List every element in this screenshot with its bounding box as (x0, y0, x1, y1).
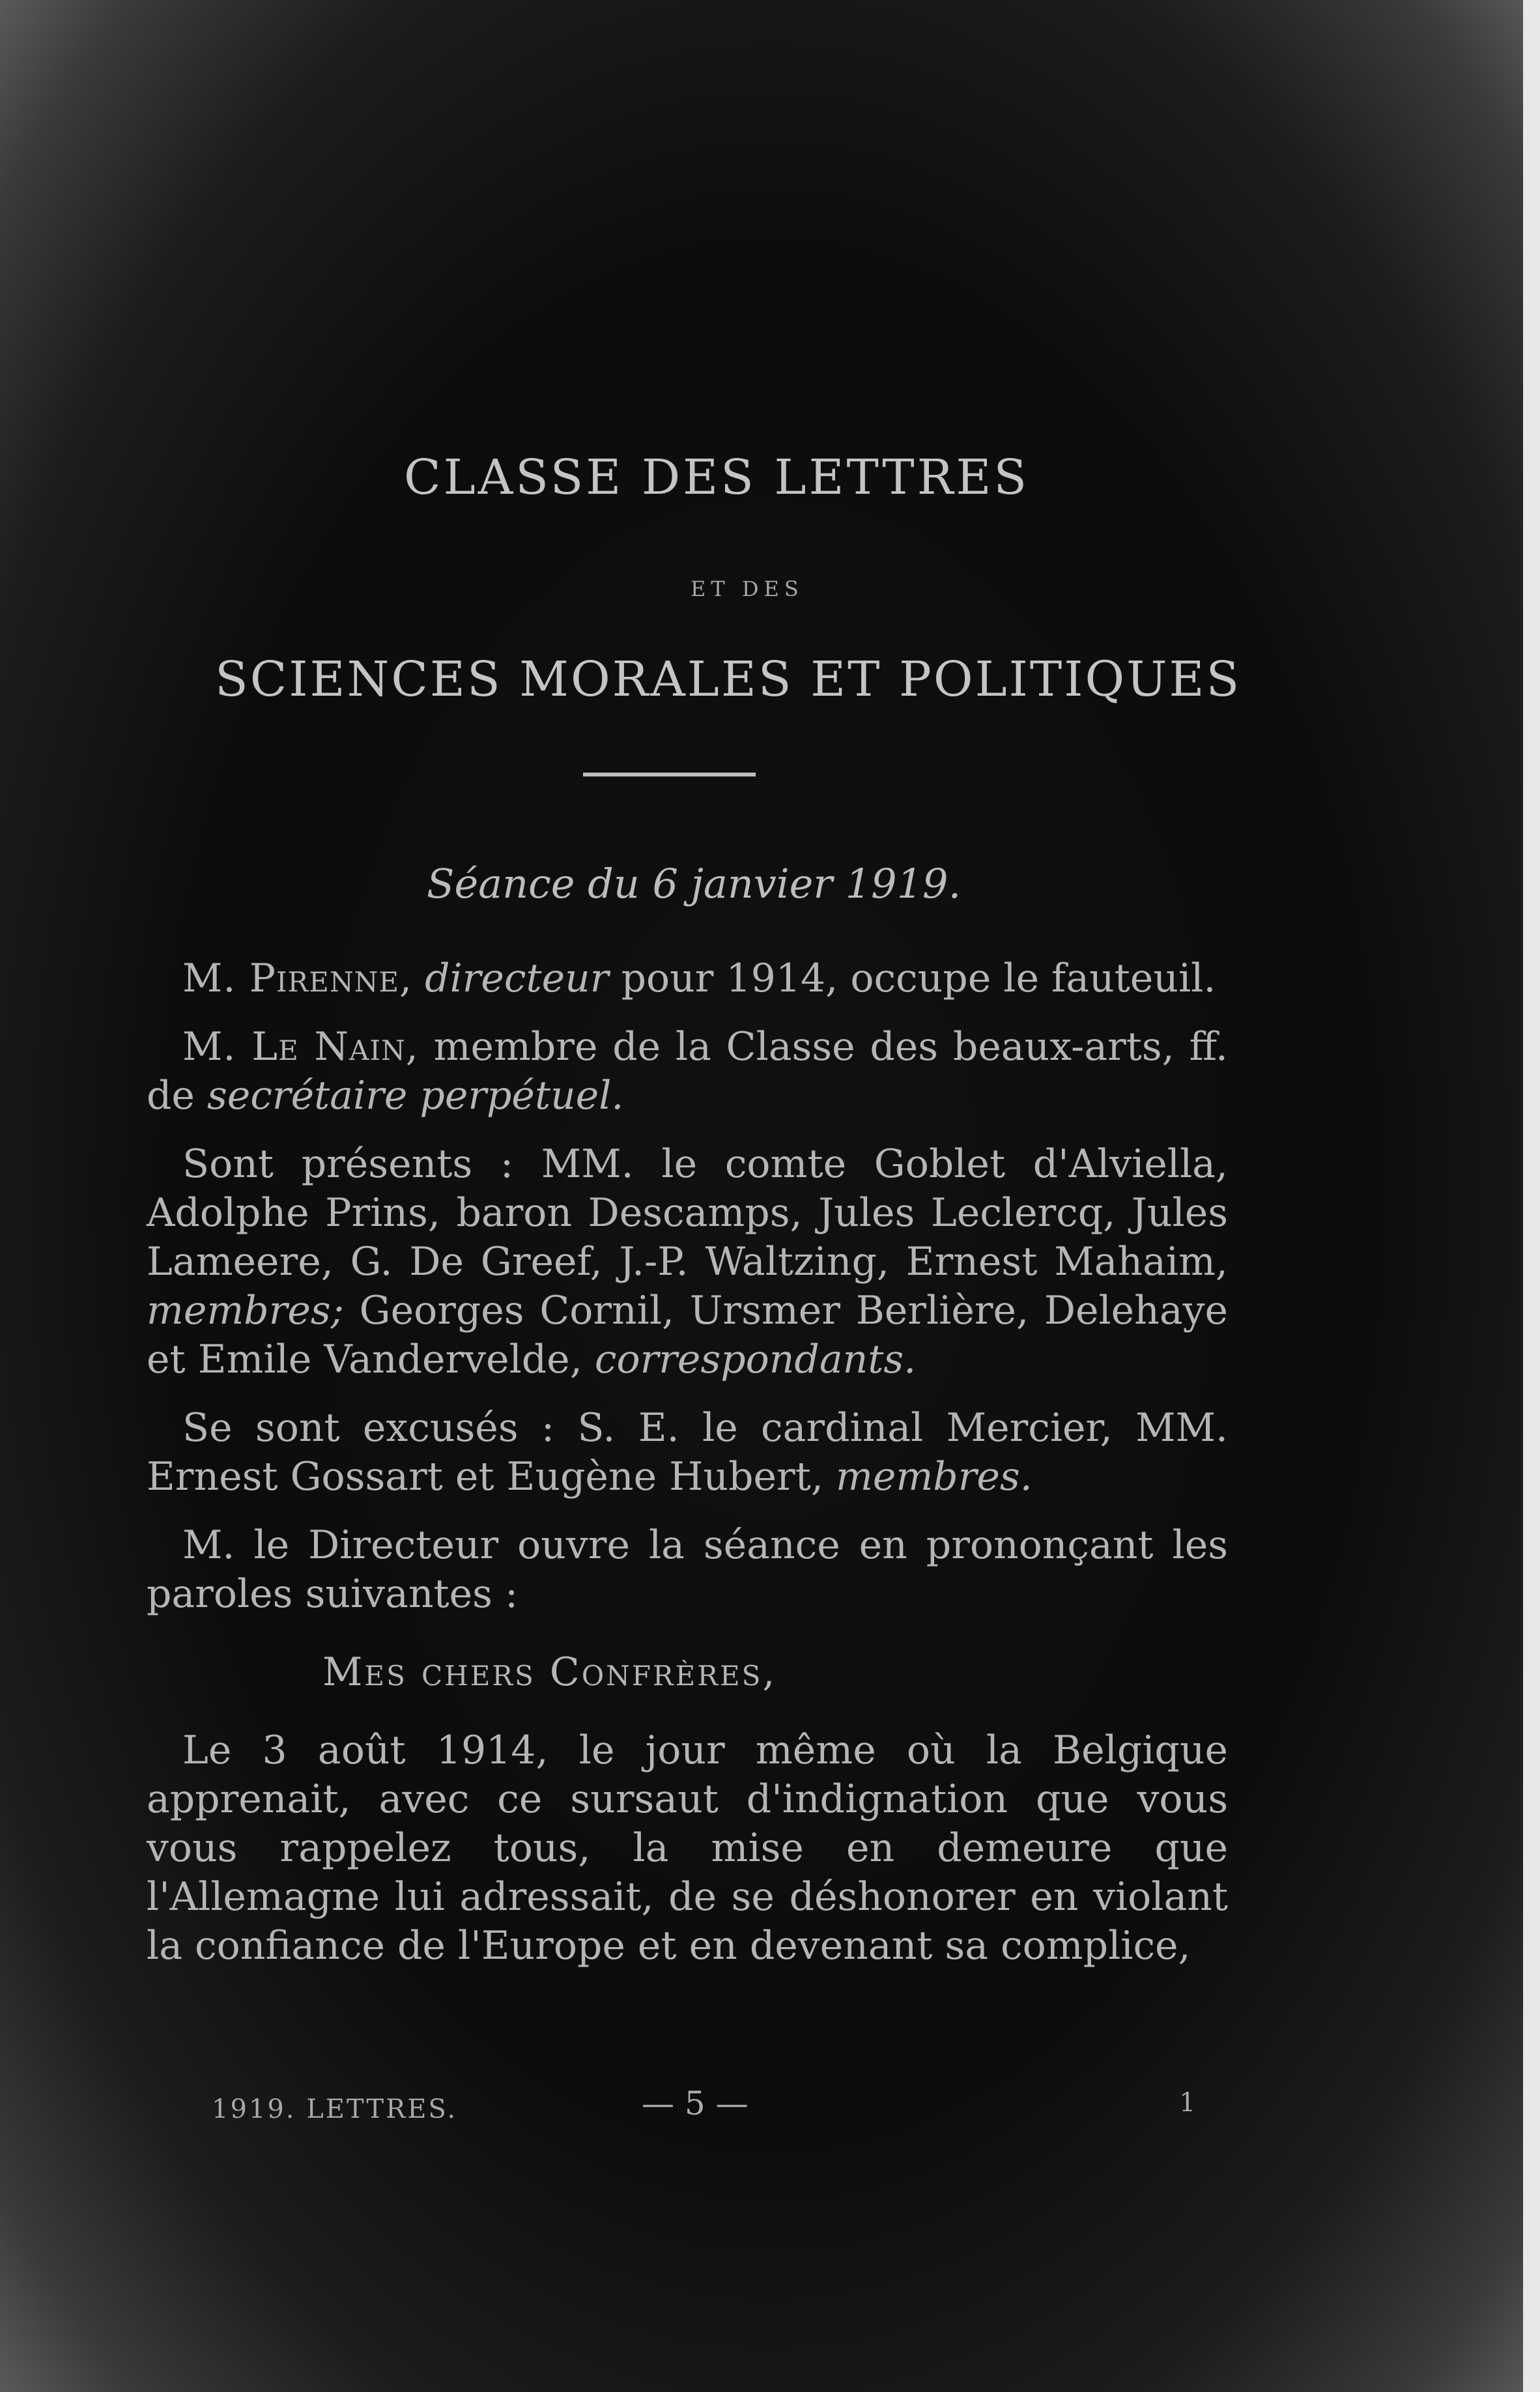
present-mid: Georges Cornil, Ursmer Berlière, Delehaye et Emile Vandervelde, (147, 1288, 1228, 1382)
secretary-name: M. Le Nain, (182, 1024, 419, 1070)
paragraph-speech: Le 3 août 1914, le jour même où la Belgique apprenait, avec ce sursaut d'indignation que vous vous rappelez tous, la mise en demeure que l'Allemagne lui adressait, de se déshonorer en violant la confiance de l'Europe et en devenant sa complice, (147, 1728, 1228, 1969)
paragraph-secretary (147, 1023, 1228, 1120)
present-role-correspondents: correspondants. (594, 1337, 917, 1382)
salutation: Mes chers Confrères, (322, 1649, 777, 1695)
paragraph-excused (147, 1404, 1228, 1502)
paragraph-present (147, 1140, 1228, 1384)
secretary-mid: membre de la Classe des beaux-arts, ff. de (147, 1024, 1229, 1118)
session-date: Séance du 6 janvier 1919. (427, 860, 962, 907)
title-connector: ET DES (691, 577, 804, 601)
paragraph-opening: M. le Directeur ouvre la séance en prononçant les paroles suivantes : (147, 1522, 1228, 1617)
chair-role: directeur (425, 956, 609, 1001)
body-text (147, 954, 1228, 1990)
title-line-2: SCIENCES MORALES ET POLITIQUES (215, 651, 1242, 707)
chair-name: M. Pirenne, (182, 956, 413, 1001)
paragraph-chair (147, 954, 1228, 1003)
sheet-number: 1 (1179, 2088, 1196, 2118)
title-divider (583, 773, 756, 776)
excused-start: Se sont excusés : S. E. le cardinal Mercier, MM. Ernest Gossart et Eugène Hubert, (147, 1405, 1228, 1500)
title-line-1: CLASSE DES LETTRES (404, 449, 1030, 505)
chair-rest: pour 1914, occupe le fauteuil. (621, 956, 1216, 1001)
secretary-role: secrétaire perpétuel. (207, 1073, 624, 1118)
excused-role: membres. (835, 1454, 1033, 1500)
present-start: Sont présents : MM. le comte Goblet d'Alviella, Adolphe Prins, baron Descamps, Jules Leclercq, Jules Lameere, G. De Greef, J.-P. Waltzing, Ernest Mahaim, (147, 1141, 1228, 1285)
page-number: — 5 — (642, 2085, 749, 2122)
page-edge (1523, 0, 1540, 2392)
present-role-members: membres; (147, 1288, 344, 1333)
signature-mark: 1919. LETTRES. (212, 2094, 458, 2124)
